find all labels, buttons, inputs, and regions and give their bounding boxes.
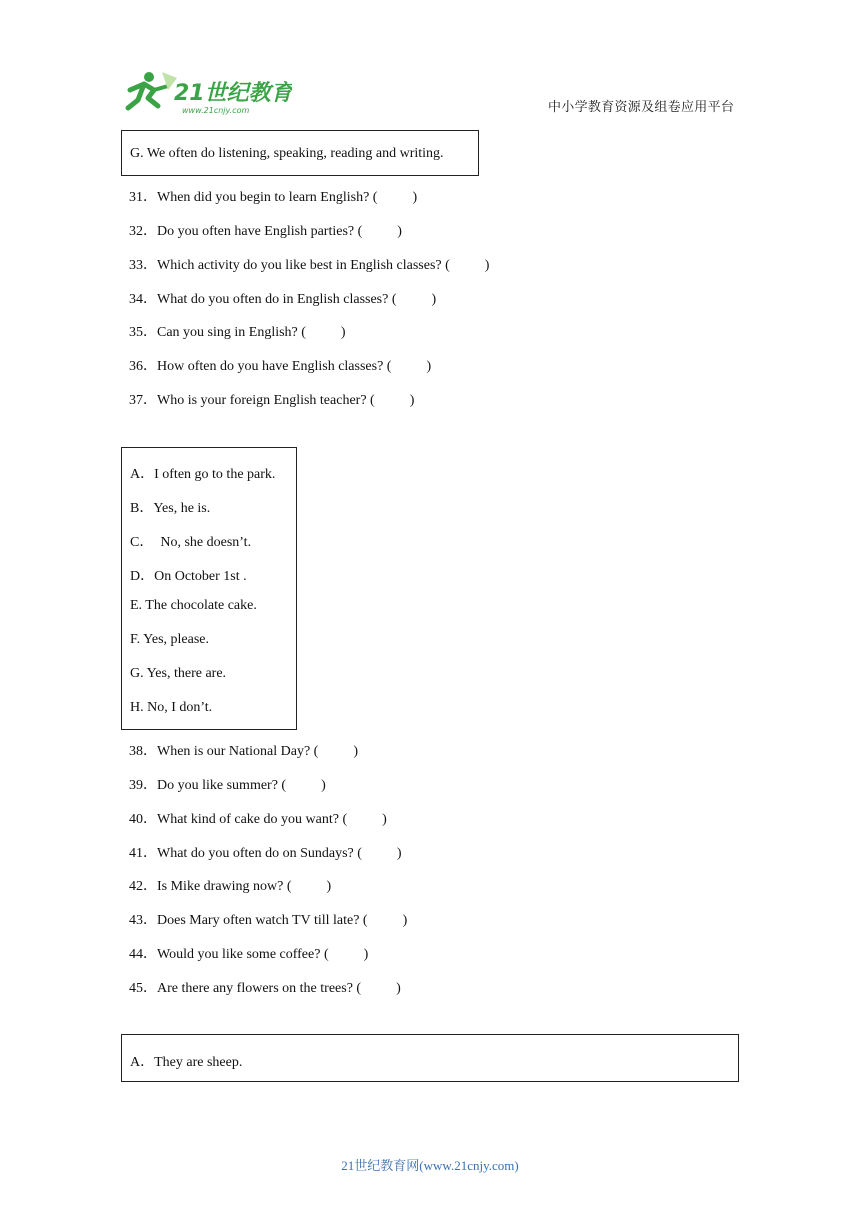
answer-option: G. Yes, there are.	[130, 666, 227, 681]
question-44: 44．Would you like some coffee? ( )	[129, 947, 369, 962]
svg-text:www.21cnjy.com: www.21cnjy.com	[182, 106, 250, 115]
question-37: 37．Who is your foreign English teacher? ( )	[129, 393, 415, 408]
page-footer[interactable]: 21世纪教育网(www.21cnjy.com)	[341, 1158, 519, 1173]
question-35: 35．Can you sing in English? ( )	[129, 325, 346, 340]
svg-text:21世纪教育: 21世纪教育	[174, 81, 292, 106]
question-32: 32．Do you often have English parties? ( )	[129, 224, 402, 239]
answer-box-2	[121, 447, 297, 730]
question-38: 38．When is our National Day? ( )	[129, 744, 358, 759]
answer-option: D．On October 1st .	[130, 569, 247, 584]
answer-option: F. Yes, please.	[130, 632, 209, 647]
answer-option: E. The chocolate cake.	[130, 598, 257, 613]
answer-option: C． No, she doesn’t.	[130, 535, 252, 550]
answer-option: H. No, I don’t.	[130, 700, 213, 715]
question-36: 36．How often do you have English classes? ( )	[129, 359, 432, 374]
answer-box-1	[121, 130, 479, 176]
question-41: 41．What do you often do on Sundays? ( )	[129, 846, 402, 861]
runner-logo-icon	[122, 70, 292, 116]
question-31: 31．When did you begin to learn English? ( )	[129, 190, 418, 205]
answer-option: A．They are sheep.	[130, 1055, 243, 1070]
question-42: 42．Is Mike drawing now? ( )	[129, 879, 332, 894]
answer-option: B．Yes, he is.	[130, 501, 211, 516]
question-43: 43．Does Mary often watch TV till late? ( )	[129, 913, 408, 928]
answer-option: G. We often do listening, speaking, reading and writing.	[130, 146, 444, 161]
question-45: 45．Are there any flowers on the trees? ( )	[129, 981, 401, 996]
answer-box-3	[121, 1034, 739, 1082]
header-platform-text: 中小学教育资源及组卷应用平台	[548, 100, 735, 115]
question-33: 33．Which activity do you like best in English classes? ( )	[129, 258, 490, 273]
question-40: 40．What kind of cake do you want? ( )	[129, 812, 387, 827]
site-logo	[122, 70, 292, 116]
question-39: 39．Do you like summer? ( )	[129, 778, 326, 793]
question-34: 34．What do you often do in English classes? ( )	[129, 292, 437, 307]
answer-option: A．I often go to the park.	[130, 467, 276, 482]
